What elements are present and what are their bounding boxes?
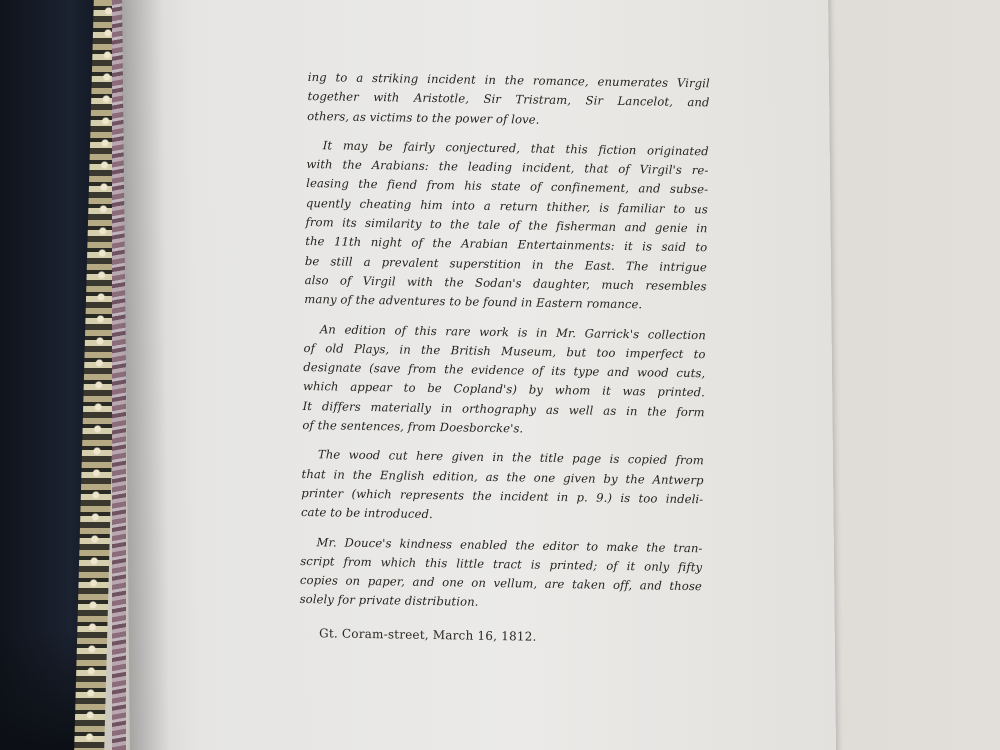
text-line: The wood cut here given in the title page is copied from — [317, 447, 704, 468]
text-line: An edition of this rare work is in Mr. Garrick's collection — [319, 321, 706, 342]
text-line: also of Virgil with the Sodan's daughter, much resembles — [304, 272, 707, 294]
text-line: cate to be introduced. — [300, 505, 433, 522]
text-line: ing to a striking incident in the romance, enumerates Virgil — [307, 69, 710, 91]
signature-line: Gt. Coram-street, March 16, 1812. — [319, 625, 537, 644]
text-line: of old Plays, in the British Museum, but too imperfect to — [303, 340, 706, 362]
paragraph-5 — [299, 532, 702, 615]
text-line: printer (which represents the incident in p. 9.) is too indeli- — [301, 485, 704, 507]
paragraph-1 — [307, 68, 710, 132]
text-line: script from which this little tract is printed; of it only fifty — [300, 553, 703, 575]
text-line: that in the English edition, as the one given by the Antwerp — [301, 466, 704, 487]
paragraph-4 — [301, 445, 704, 528]
text-line: It may be fairly conjectured, that this fiction originated — [322, 138, 709, 159]
text-line: designate (save from the evidence of its type and wood cuts, — [303, 360, 706, 381]
paragraph-3 — [302, 320, 706, 442]
text-line: solely for private distribution. — [299, 592, 479, 610]
text-line: from its similarity to the tale of the fisherman and genie in — [305, 215, 708, 236]
text-line: It differs materially in orthography as well as in the form — [302, 398, 705, 420]
text-line: of the sentences, from Doesborcke's. — [302, 418, 524, 436]
text-line: together with Aristotle, Sir Tristram, Sir Lancelot, and — [307, 89, 710, 110]
text-line: many of the adventures to be found in Eastern romance. — [304, 292, 643, 312]
text-line: with the Arabians: the leading incident, that of Virgil's re- — [306, 157, 709, 178]
text-line: quently cheating him into a return thither, is familiar to us — [305, 195, 708, 217]
text-line: be still a prevalent superstition in the East. The intrigue — [304, 253, 708, 274]
text-line: others, as victims to the power of love. — [307, 108, 540, 127]
text-line: leasing the fiend from his state of confinement, and subse- — [306, 176, 709, 197]
page-text — [299, 68, 710, 649]
text-line: Mr. Douce's kindness enabled the editor to make the tran- — [316, 534, 703, 555]
text-line: copies on paper, and one on vellum, are taken off, and those — [299, 573, 703, 594]
text-line: which appear to be Copland's) by whom it was printed. — [302, 379, 706, 400]
paragraph-2 — [304, 136, 709, 316]
text-line: the 11th night of the Arabian Entertainments: it is said to — [305, 234, 708, 255]
